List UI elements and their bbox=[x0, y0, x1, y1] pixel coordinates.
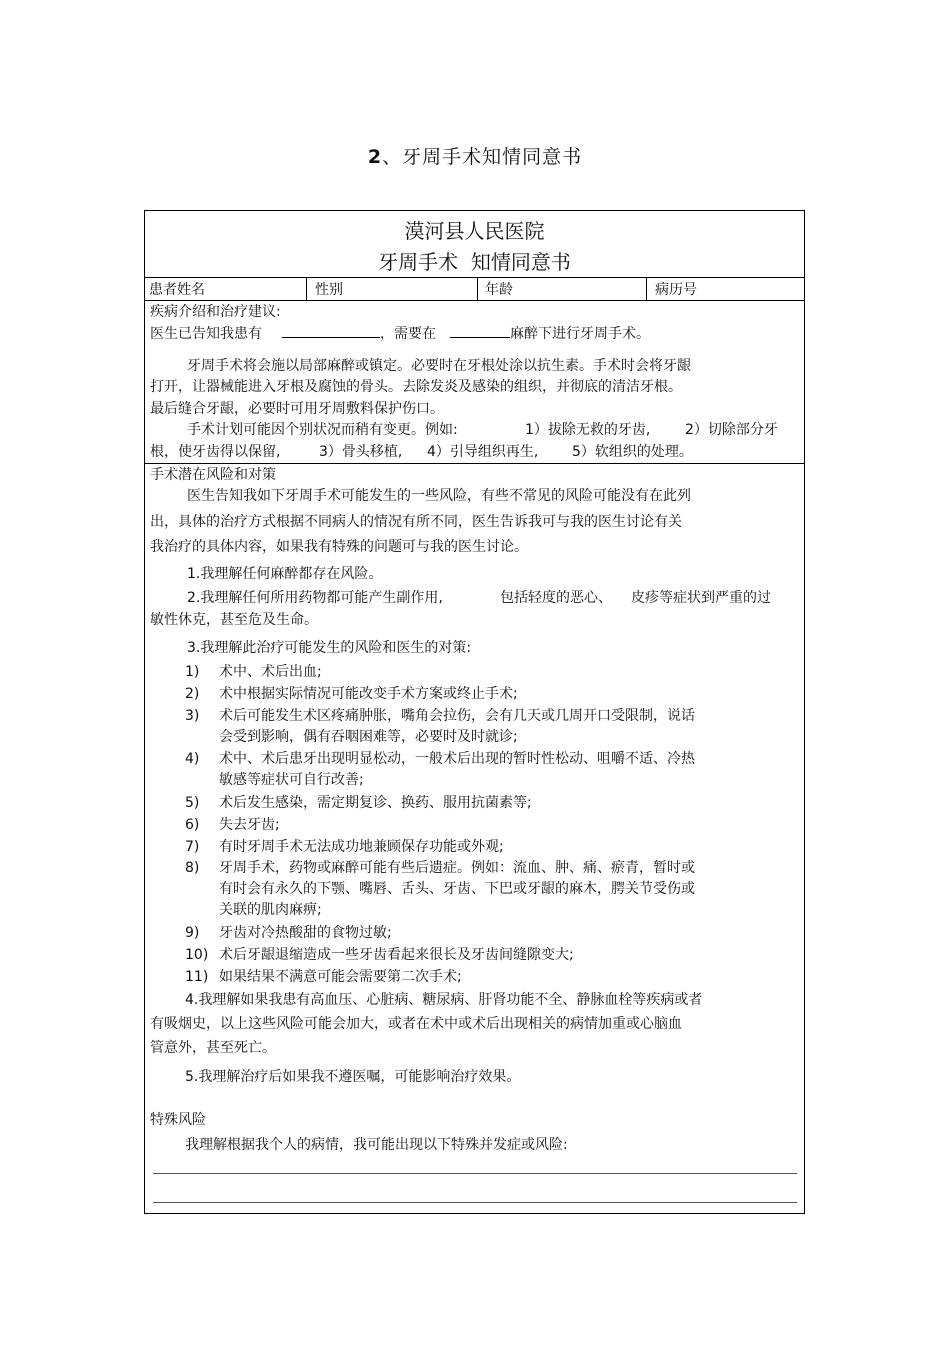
divider bbox=[145, 463, 804, 464]
risk-text: 术中、术后患牙出现明显松动，一般术后出现的暂时性松动、咀嚼不适、冷热 bbox=[219, 751, 695, 767]
special-risks-heading: 特殊风险 bbox=[150, 1112, 206, 1128]
risk-text: 牙齿对冷热酸甜的食物过敏; bbox=[219, 925, 392, 941]
intro-paragraph-line: 最后缝合牙龈，必要时可用牙周敷料保护伤口。 bbox=[150, 401, 444, 417]
intro-option: 2）切除部分牙 bbox=[685, 422, 778, 438]
understanding-3: 3.我理解此治疗可能发生的风险和医生的对策: bbox=[187, 640, 472, 656]
intro-paragraph-line: 牙周手术将会施以局部麻醉或镇定。必要时在牙根处涂以抗生素。手术时会将牙龈 bbox=[187, 358, 691, 374]
risk-number: 7) bbox=[185, 839, 200, 855]
risk-number: 4) bbox=[185, 751, 200, 767]
risk-text: 敏感等症状可自行改善; bbox=[219, 772, 364, 788]
risk-number: 8) bbox=[185, 860, 200, 876]
diagnosis-prefix: 医生已告知我患有 bbox=[150, 326, 262, 342]
special-risks-write-line[interactable] bbox=[153, 1202, 797, 1203]
risk-text: 牙周手术，药物或麻醉可能有些后遗症。例如：流血、肿、痛、瘀青，暂时或 bbox=[219, 860, 695, 876]
risk-text: 术后发生感染，需定期复诊、换药、服用抗菌素等; bbox=[219, 795, 532, 811]
divider bbox=[145, 300, 804, 301]
hospital-name: 漠河县人民医院 bbox=[404, 219, 545, 243]
section-separator: 、 bbox=[382, 146, 403, 168]
risks-paragraph-line: 我治疗的具体内容，如果我有特殊的问题可与我的医生讨论。 bbox=[150, 539, 528, 555]
anesthesia-suffix: 麻醉下进行牙周手术。 bbox=[510, 326, 650, 342]
diagnosis-blank[interactable] bbox=[282, 323, 380, 338]
risk-text: 失去牙齿; bbox=[219, 817, 280, 833]
risk-text: 术中、术后出血; bbox=[219, 664, 322, 680]
anesthesia-prefix: ，需要在 bbox=[380, 326, 436, 342]
record-number-label: 病历号 bbox=[655, 282, 697, 298]
risk-number: 11) bbox=[185, 969, 209, 985]
anesthesia-blank[interactable] bbox=[450, 323, 510, 338]
risks-paragraph-line: 出，具体的治疗方式根据不同病人的情况有所不同，医生告诉我可与我的医生讨论有关 bbox=[150, 514, 682, 530]
intro-option: 1）拔除无救的牙齿, bbox=[525, 422, 651, 438]
risk-number: 6) bbox=[185, 817, 200, 833]
divider bbox=[477, 277, 478, 300]
age-label: 年龄 bbox=[485, 282, 513, 298]
intro-option: 3）骨头移植, bbox=[319, 444, 403, 460]
risk-number: 10) bbox=[185, 947, 209, 963]
section-title bbox=[0, 142, 950, 169]
patient-name-label: 患者姓名 bbox=[149, 282, 205, 298]
form-title: 牙周手术 知情同意书 bbox=[378, 250, 571, 274]
risk-number: 9) bbox=[185, 925, 200, 941]
special-risks-write-line[interactable] bbox=[153, 1173, 797, 1174]
risk-number: 2) bbox=[185, 686, 200, 702]
understanding-2-part: 包括轻度的恶心、 bbox=[500, 590, 612, 606]
risk-text: 术后牙龈退缩造成一些牙齿看起来很长及牙齿间缝隙变大; bbox=[219, 947, 574, 963]
risk-text: 术中根据实际情况可能改变手术方案或终止手术; bbox=[219, 686, 518, 702]
special-risks-text: 我理解根据我个人的病情，我可能出现以下特殊并发症或风险: bbox=[185, 1137, 568, 1153]
risk-text: 会受到影响，偶有吞咽困难等，必要时及时就诊; bbox=[219, 729, 518, 745]
intro-paragraph-line: 手术计划可能因个别状况而稍有变更。例如: bbox=[187, 422, 458, 438]
risk-text: 关联的肌肉麻痹; bbox=[219, 902, 322, 918]
diagnosis-line bbox=[150, 323, 650, 343]
intro-option: 5）软组织的处理。 bbox=[572, 444, 693, 460]
section-number: 2 bbox=[367, 146, 383, 168]
intro-paragraph-line: 根，使牙齿得以保留, bbox=[150, 444, 281, 460]
risk-number: 1) bbox=[185, 664, 200, 680]
divider bbox=[145, 277, 804, 278]
risk-text: 术后可能发生术区疼痛肿胀，嘴角会拉伤，会有几天或几周开口受限制，说话 bbox=[219, 708, 695, 724]
risks-heading: 手术潜在风险和对策 bbox=[150, 467, 276, 483]
risks-paragraph-line: 医生告知我如下牙周手术可能发生的一些风险，有些不常见的风险可能没有在此列 bbox=[187, 488, 691, 504]
divider bbox=[646, 277, 647, 300]
risk-text: 有时牙周手术无法成功地兼顾保存功能或外观; bbox=[219, 839, 504, 855]
intro-paragraph-line: 打开，让器械能进入牙根及腐蚀的骨头。去除发炎及感染的组织，并彻底的清洁牙根。 bbox=[150, 379, 682, 395]
intro-option: 4）引导组织再生, bbox=[427, 444, 539, 460]
risk-text: 如果结果不满意可能会需要第二次手术; bbox=[219, 969, 462, 985]
risk-text: 有时会有永久的下颚、嘴唇、舌头、牙齿、下巴或牙龈的麻木，腭关节受伤或 bbox=[219, 881, 695, 897]
risk-number: 3) bbox=[185, 708, 200, 724]
understanding-2-part: 皮疹等症状到严重的过 bbox=[631, 590, 771, 606]
gender-label: 性别 bbox=[315, 282, 343, 298]
understanding-4-cont: 有吸烟史，以上这些风险可能会加大，或者在术中或术后出现相关的病情加重或心脑血 bbox=[150, 1016, 682, 1032]
consent-form bbox=[144, 210, 805, 1214]
intro-heading: 疾病介绍和治疗建议: bbox=[150, 304, 281, 320]
understanding-1: 1.我理解任何麻醉都存在风险。 bbox=[187, 566, 383, 582]
understanding-4: 4.我理解如果我患有高血压、心脏病、糖尿病、肝肾功能不全、静脉血栓等疾病或者 bbox=[185, 992, 703, 1008]
section-title-text: 牙周手术知情同意书 bbox=[402, 146, 583, 168]
understanding-2-cont: 敏性休克，甚至危及生命。 bbox=[150, 612, 318, 628]
risk-number: 5) bbox=[185, 795, 200, 811]
understanding-2: 2.我理解任何所用药物都可能产生副作用, bbox=[187, 590, 443, 606]
understanding-4-cont: 管意外，甚至死亡。 bbox=[150, 1040, 276, 1056]
understanding-5: 5.我理解治疗后如果我不遵医嘱，可能影响治疗效果。 bbox=[185, 1069, 521, 1085]
divider bbox=[306, 277, 307, 300]
